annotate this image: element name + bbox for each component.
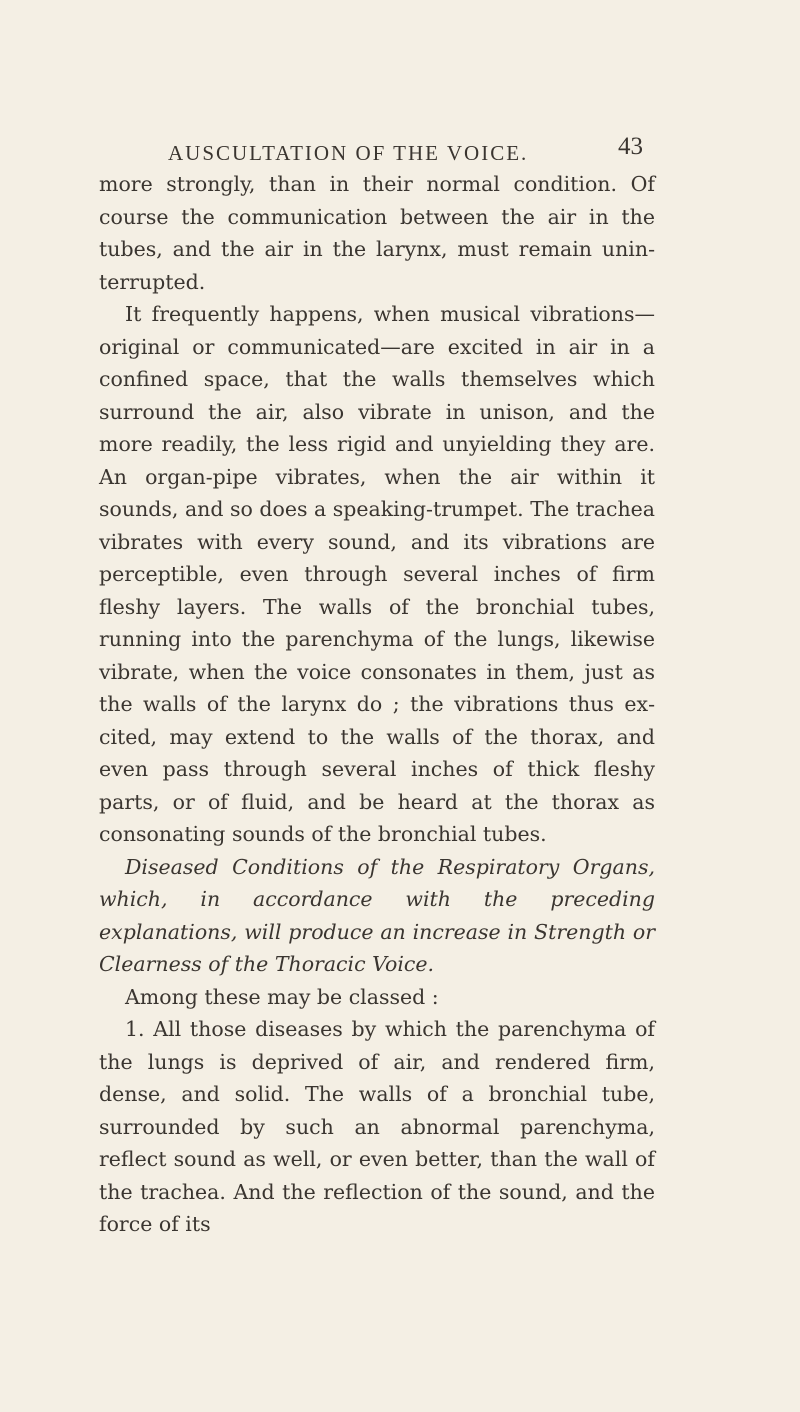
- running-head: AUSCULTATION OF THE VOICE.: [168, 141, 529, 165]
- paragraph-item-1: 1. All those diseases by which the parenchyma of the lungs is deprived of air, and rendered firm, dense, and solid. The walls of a bronchial tube, surrounded by such an abnormal parenchyma, reflect sound as well, or even better, than the wall of the trachea. And the reflection of the sound, and the force of its: [99, 1017, 655, 1236]
- body-text: [99, 168, 655, 1241]
- paragraph-continuation: more strongly, than in their normal condition. Of course the communication between the air in the tubes, and the air in the larynx, must remain uninterrupted.: [99, 172, 655, 294]
- page-number: 43: [618, 133, 643, 160]
- paragraph-vibrations: It frequently happens, when musical vibrations—original or communicated—are excited in air in a confined space, that the walls themselves which surround the air, also vibrate in unison, and the more readily, the less rigid and unyielding they are. An organ-pipe vibrates, when the air within it sounds, and so does a speaking-trumpet. The trachea vibrates with every sound, and its vibrations are perceptible, even through several inches of firm fleshy layers. The walls of the bronchial tubes, running into the parenchyma of the lungs, likewise vibrate, when the voice consonates in them, just as the walls of the larynx do ; the vibrations thus excited, may extend to the walls of the thorax, and even pass through several inches of thick fleshy parts, or of fluid, and be heard at the thorax as consonating sounds of the bronchial tubes.: [99, 302, 656, 846]
- paragraph-intro: Among these may be classed :: [125, 984, 439, 1009]
- section-heading: Diseased Conditions of the Respiratory Organs, which, in accordance with the preceding explanations, will produce an increase in Strength or Clearness of the Thoracic Voice.: [99, 854, 655, 976]
